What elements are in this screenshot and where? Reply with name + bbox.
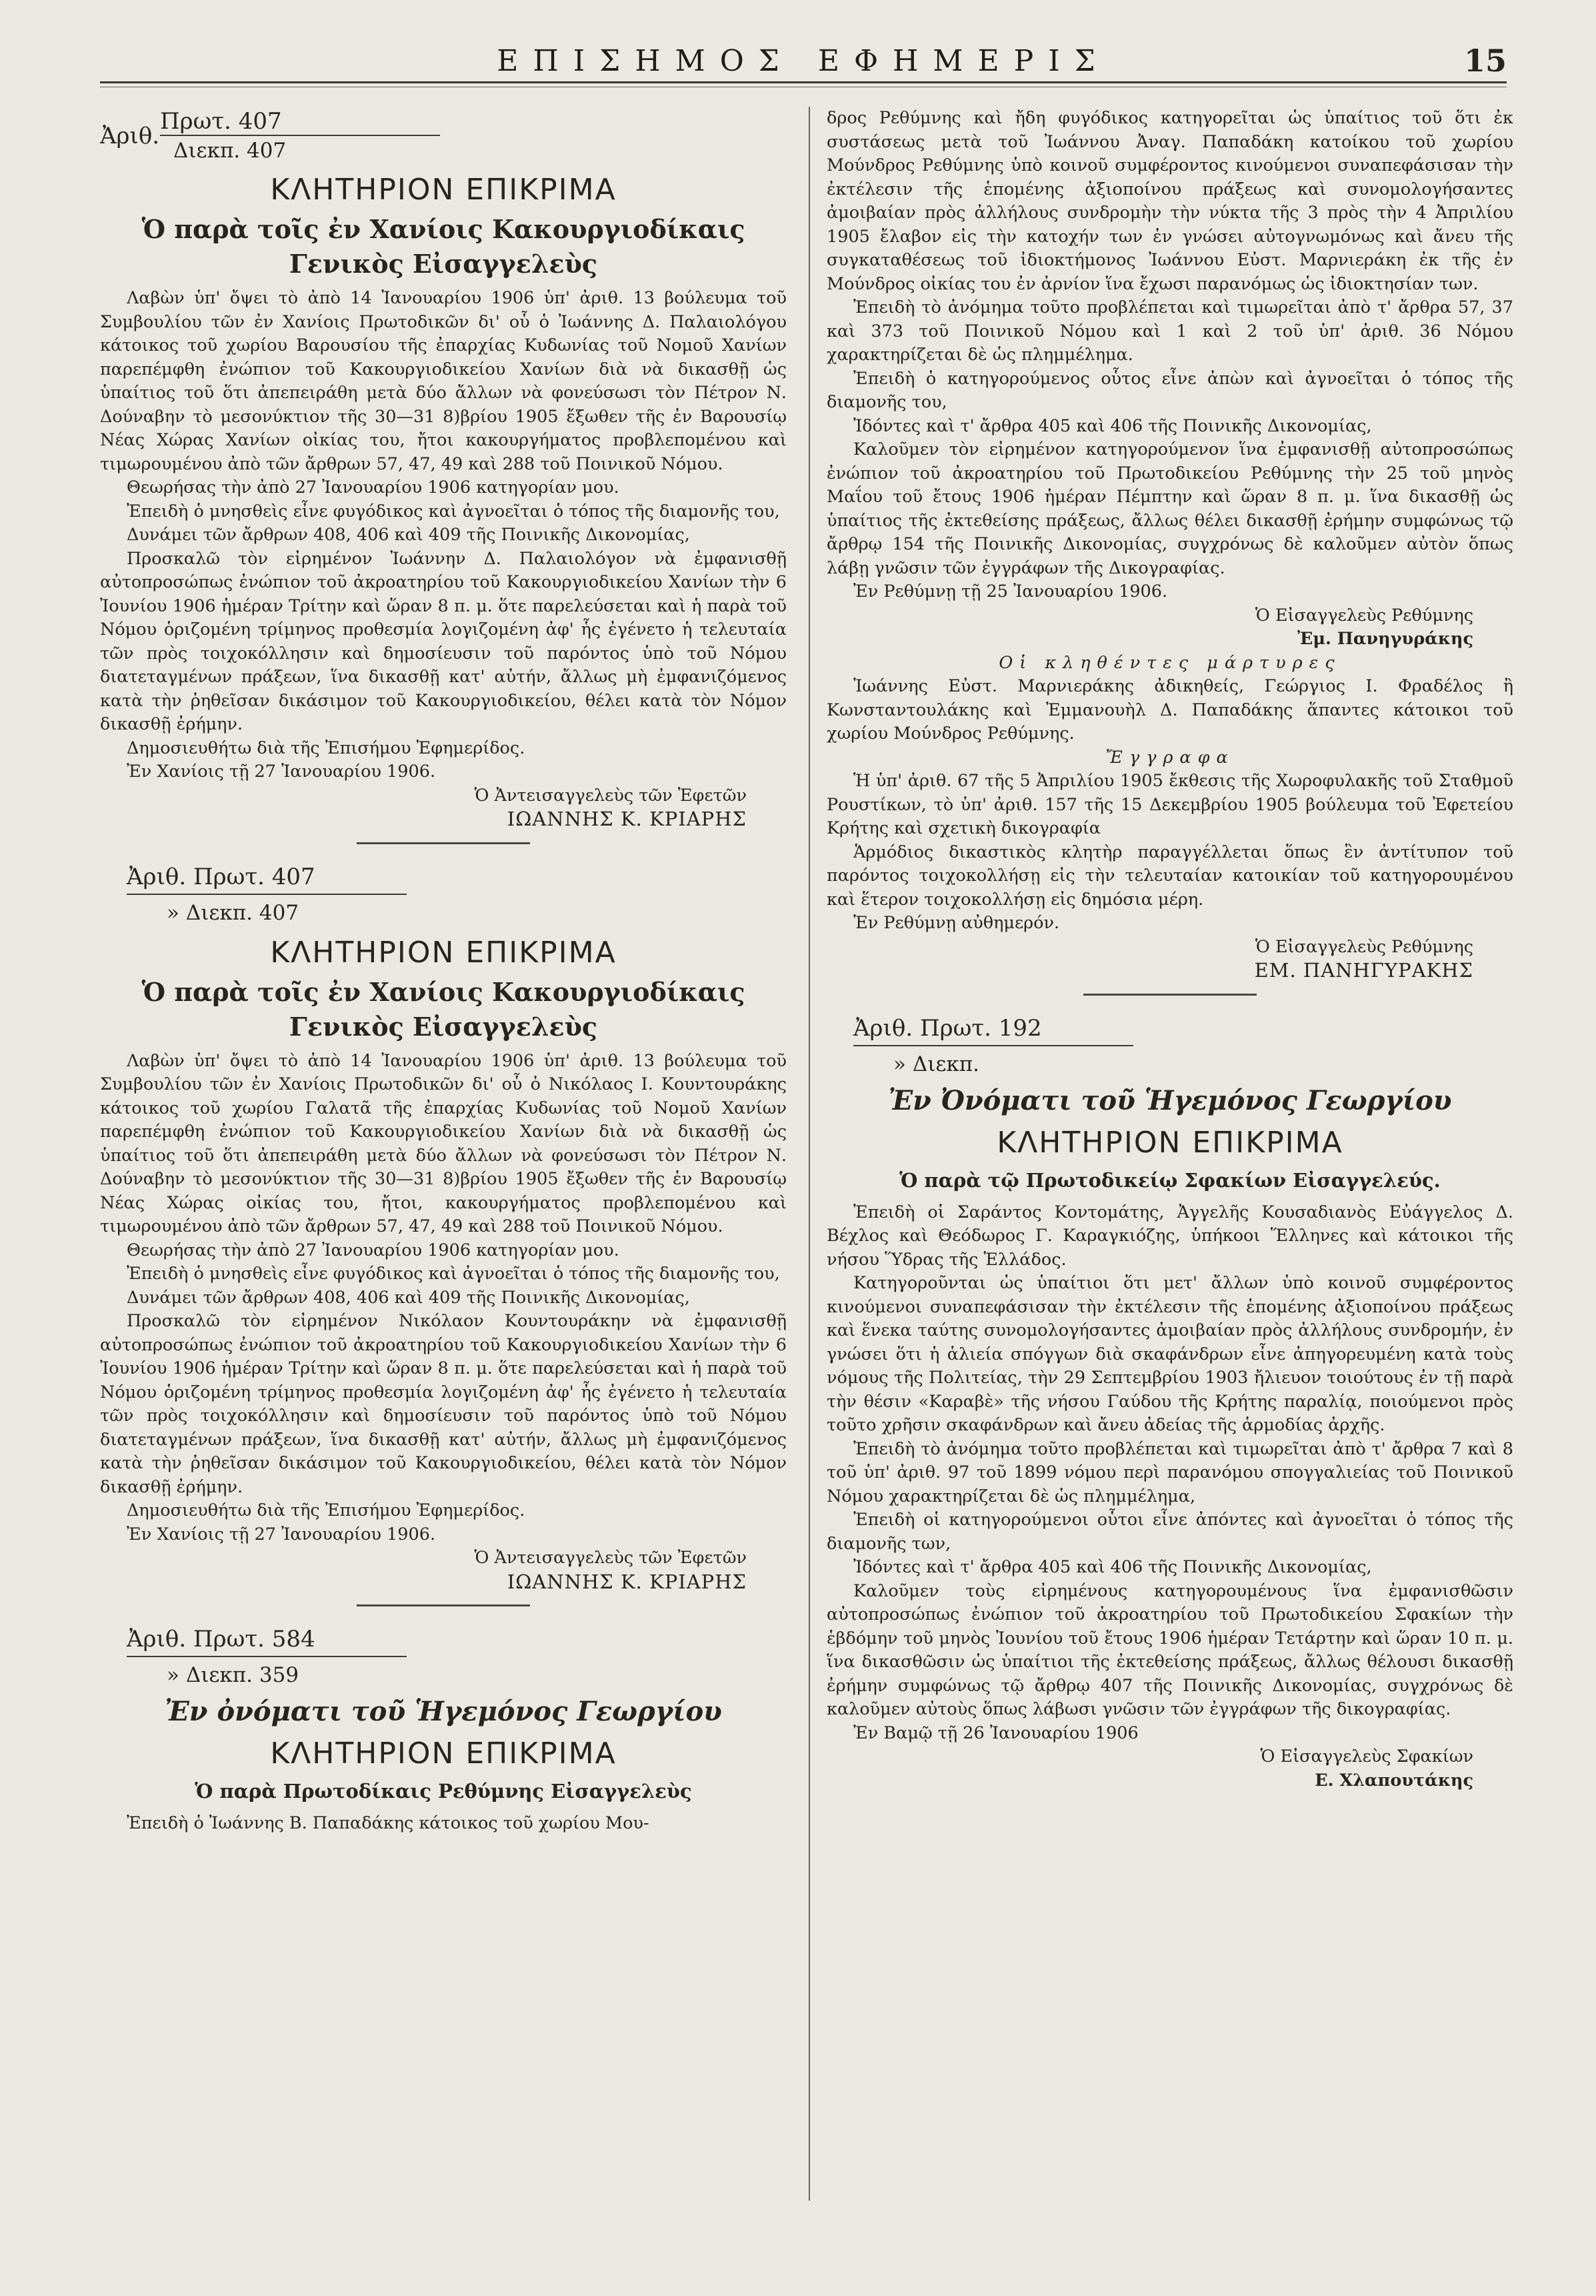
- notice-date: Ἐν Ρεθύμνῃ τῇ 25 Ἰανουαρίου 1906.: [853, 582, 1168, 602]
- paragraph: Καλοῦμεν τὸν εἰρημένον κατηγορούμενον ἵνα ἐμφανισθῇ αὐτοπροσώπως ἐνώπιον τοῦ ἀκροατηρίου τοῦ Πρωτοδικείου Ρεθύμνης τὴν 25 τοῦ μηνὸς Μαΐου τοῦ ἔτους 1906 ἡμέραν Πέμπτην καὶ ὥραν 8 π. μ. ἵνα δικασθῇ ὡς ὑπαίτιος τῆς ἐκτεθείσης πράξεως, ἄλλως θέλει δικασθῇ ἐρήμην συμφώνως τῷ ἄρθρῳ 154 τῆς Ποινικῆς Δικονομίας, συγχρόνως δὲ καλοῦμεν αὐτὸν ὅπως λάβῃ γνῶσιν τῶν ἐγγράφων τῆς Δικογραφίας.: [827, 439, 1513, 578]
- notice-title: ΚΛΗΤΗΡΙΟΝ ΕΠΙΚΡΙΜΑ: [997, 1125, 1343, 1160]
- protocol-number: Ἀριθ. Πρωτ. 584: [127, 1626, 315, 1652]
- paragraph: Καλοῦμεν τοὺς εἰρημένους κατηγορουμένους ἵνα ἐμφανισθῶσιν αὐτοπροσώπως ἐνώπιον τοῦ ἀκροατηρίου τοῦ Πρωτοδικείου Σφακίων τὴν ἑβδόμην τοῦ μηνὸς Ἰουνίου τοῦ ἔτους 1906 ἡμέραν Τετάρτην καὶ ὥραν 10 π. μ. ἵνα δικασθῶσιν ὡς ὑπαίτιοι τῆς ἐκτεθείσης πράξεως, ἄλλως θέλουσι δικασθῇ ἐρήμην συμφώνως τῷ ἄρθρῳ 407 τῆς Ποινικῆς Δικονομίας, συγχρόνως δὲ καλοῦμεν αὐτοὺς ὅπως λάβωσι γνῶσιν τῶν ἐγγράφων τῆς δικογραφίας.: [827, 1580, 1513, 1719]
- notice-subtitle: Ὁ παρὰ τοῖς ἐν Χανίοις Κακουργιοδίκαις: [141, 214, 745, 244]
- dispatch-number: » Διεκπ. 407: [167, 900, 299, 925]
- reference-numbers: [100, 862, 787, 928]
- page-number: 15: [1463, 43, 1507, 79]
- notice-date: Ἐν Χανίοις τῇ 27 Ἰανουαρίου 1906.: [127, 762, 436, 782]
- documents-heading: Ἔγγραφα: [1105, 747, 1235, 768]
- paragraph: Ἐπειδὴ τὸ ἀνόμημα τοῦτο προβλέπεται καὶ τιμωρεῖται ἀπὸ τ' ἄρθρα 57, 37 καὶ 373 τοῦ Ποινικοῦ Νόμου καὶ 1 καὶ 2 τοῦ ὑπ' ἀριθ. 36 Νόμου χαρακτηρίζεται δὲ ὡς πλημμέλημα.: [827, 297, 1513, 365]
- notice-3-continued: [827, 107, 1513, 996]
- paragraph: Ἁρμόδιος δικαστικὸς κλητὴρ παραγγέλλεται ὅπως ἓν ἀντίτυπον τοῦ παρόντος τοιχοκολλήσῃ εἰς τὴν τελευταίαν κατοικίαν τοῦ κατηγορουμένου καὶ ἕτερον τοιχοκολλήσῃ εἰς δημόσια μέρη.: [827, 842, 1513, 910]
- signatory-title: Ὁ Εἰσαγγελεὺς Ρεθύμνης: [1255, 936, 1473, 957]
- signatory-name: ΙΩΑΝΝΗΣ Κ. ΚΡΙΑΡΗΣ: [507, 1570, 747, 1593]
- notice-subtitle-2: Γενικὸς Εἰσαγγελεὺς: [289, 1011, 598, 1042]
- signatory-title: Ὁ Εἰσαγγελεὺς Ρεθύμνης: [1255, 605, 1473, 626]
- masthead-rule: [100, 81, 1507, 87]
- ref-label: Ἀριθ.: [100, 123, 160, 149]
- signatory-title: Ὁ Ἀντεισαγγελεὺς τῶν Ἐφετῶν: [474, 1548, 747, 1568]
- reference-numbers: [100, 1624, 787, 1690]
- court-heading: Ὁ παρὰ τῷ Πρωτοδικείῳ Σφακίων Εἰσαγγελεύς.: [899, 1168, 1441, 1192]
- left-column: [100, 107, 787, 1853]
- separator: [357, 842, 530, 844]
- dispatch-number: » Διεκπ. 359: [167, 1663, 299, 1687]
- paragraph: Ἐπειδὴ ὁ Ἰωάννης Β. Παπαδάκης κάτοικος τοῦ χωρίου Μου-: [127, 1813, 649, 1833]
- notice-date: Ἐν Βαμῷ τῇ 26 Ἰανουαρίου 1906: [853, 1723, 1139, 1743]
- notice-title: ΚΛΗΤΗΡΙΟΝ ΕΠΙΚΡΙΜΑ: [270, 935, 617, 970]
- court-heading: Ὁ παρὰ Πρωτοδίκαις Ρεθύμνης Εἰσαγγελεὺς: [195, 1780, 692, 1803]
- sovereign-heading: Ἐν ὀνόματι τοῦ Ἡγεμόνος Γεωργίου: [165, 1696, 722, 1727]
- witnesses-heading: Οἱ κληθέντες μάρτυρες: [999, 652, 1341, 673]
- protocol-number: Ἀριθ. Πρωτ. 192: [853, 1014, 1042, 1042]
- paragraph: Θεωρήσας τὴν ἀπὸ 27 Ἰανουαρίου 1906 κατηγορίαν μου.: [127, 1240, 619, 1260]
- paragraph: Ἐπειδὴ ὁ κατηγορούμενος οὗτος εἶνε ἀπὼν καὶ ἀγνοεῖται ὁ τόπος τῆς διαμονῆς του,: [827, 368, 1513, 412]
- paragraph: Θεωρήσας τὴν ἀπὸ 27 Ἰανουαρίου 1906 κατηγορίαν μου.: [127, 477, 619, 497]
- paragraph: Ἐπειδὴ οἱ κατηγορούμενοι οὗτοι εἶνε ἀπόντες καὶ ἀγνοεῖται ὁ τόπος τῆς διαμονῆς των,: [827, 1510, 1513, 1554]
- paragraph: Δημοσιευθήτω διὰ τῆς Ἐπισήμου Ἐφημερίδος.: [127, 738, 525, 758]
- reference-numbers: [827, 1013, 1513, 1080]
- ref-line: [853, 1045, 1133, 1046]
- separator: [357, 1604, 530, 1606]
- separator: [1083, 994, 1257, 996]
- paragraph: Προσκαλῶ τὸν εἰρημένον Ἰωάννην Δ. Παλαιολόγον νὰ ἐμφανισθῇ αὐτοπροσώπως ἐνώπιον τοῦ ἀκροατηρίου τοῦ Κακουργιοδικείου Χανίων τὴν 6 Ἰουνίου 1906 ἡμέραν Τρίτην καὶ ὥραν 8 π. μ. ὅτε παρελεύσεται καὶ ἡ παρὰ τοῦ Νόμου ὁριζομένη τρίμηνος προθεσμία λογιζομένη ἀφ' ἧς ἐγένετο ἡ τελευταία τῶν πρὸς τοιχοκόλλησιν καὶ δημοσίευσιν τοῦ παρόντος ὑπὸ τοῦ Νόμου διατεταγμένων πράξεων, ἵνα δικασθῇ κατ' αὐτήν, ἄλλως μὴ ἐμφανιζόμενος κατὰ τὴν ῥηθεῖσαν δικάσιμον τοῦ Κακουργιοδικείου, θέλει κατὰ τὸν Νόμον δικασθῇ ἐρήμην.: [100, 548, 787, 734]
- witnesses-list: Ἰωάννης Εὐστ. Μαρνιεράκης ἀδικηθείς, Γεώργιος Ι. Φραδέλος ἢ Κωνσταντουλάκης καὶ Ἐμμανουὴλ Δ. Παπαδάκης ἅπαντες κάτοικοι τοῦ χωρίου Μούνδρος Ρεθύμνης.: [827, 676, 1513, 744]
- paragraph: Ἐπειδὴ τὸ ἀνόμημα τοῦτο προβλέπεται καὶ τιμωρεῖται ἀπὸ τ' ἄρθρα 7 καὶ 8 τοῦ ὑπ' ἀριθ. 97 τοῦ 1899 νόμου περὶ παρανόμου σπογγαλιείας τοῦ Ποινικοῦ Νόμου χαρακτηρίζεται δὲ ὡς πλημμέλημα,: [827, 1438, 1513, 1506]
- paragraph: Ἰδόντες καὶ τ' ἄρθρα 405 καὶ 406 τῆς Ποινικῆς Δικονομίας,: [853, 415, 1372, 436]
- paragraph: Λαβὼν ὑπ' ὄψει τὸ ἀπὸ 14 Ἰανουαρίου 1906 ὑπ' ἀριθ. 13 βούλευμα τοῦ Συμβουλίου τῶν ἐν Χανίοις Πρωτοδικῶν δι' οὗ ὁ Νικόλαος Ι. Κουντουράκης κάτοικος τοῦ χωρίου Γαλατᾶ τῆς ἐπαρχίας Κυδωνίας τοῦ Νομοῦ Χανίων παρεπέμφθη ἐνώπιον τοῦ Κακουργιοδικείου Χανίων διὰ νὰ δικασθῇ ὡς ὑπαίτιος τοῦ ὅτι ἀπεπειράθη μετὰ δύο ἄλλων νὰ φονεύσωσι τὸν Πέτρον Ν. Δούναβην τὸ μεσονύκτιον τῆς 30—31 8)βρίου 1905 ἔξωθεν τῆς ἐν Βαρουσίῳ Νέας Χώρας οἰκίας του, ἤτοι, κακουργήματος προβλεπομένου καὶ τιμωρουμένου ἀπὸ τῶν ἄρθρων 57, 47, 49 καὶ 288 τοῦ Ποινικοῦ Νόμου.: [100, 1050, 787, 1236]
- paragraph: Δυνάμει τῶν ἄρθρων 408, 406 καὶ 409 τῆς Ποινικῆς Δικονομίας,: [127, 1287, 690, 1308]
- paragraph: Λαβὼν ὑπ' ὄψει τὸ ἀπὸ 14 Ἰανουαρίου 1906 ὑπ' ἀριθ. 13 βούλευμα τοῦ Συμβουλίου τῶν ἐν Χανίοις Πρωτοδικῶν δι' οὗ ὁ Ἰωάννης Δ. Παλαιολόγου κάτοικος τοῦ χωρίου Βαρουσίου τῆς ἐπαρχίας Κυδωνίας τοῦ Νομοῦ Χανίων παρεπέμφθη ἐνώπιον τοῦ Κακουργιοδικείου Χανίων διὰ νὰ δικασθῇ ὡς ὑπαίτιος τοῦ ὅτι ἀπεπειράθη μετὰ δύο ἄλλων νὰ φονεύσωσι τὸν Πέτρον Ν. Δούναβην τὸ μεσονύκτιον τῆς 30—31 8)βρίου 1905 ἔξωθεν τῆς ἐν Βαρουσίῳ Νέας Χώρας Χανίων οἰκίας του, ἤτοι κακουργήματος προβλεπομένου καὶ τιμωρουμένου ἀπὸ τῶν ἄρθρων 57, 47, 49 καὶ 288 τοῦ Ποινικοῦ Νόμου.: [100, 288, 787, 474]
- signatory-name: ΕΜ. ΠΑΝΗΓΥΡΑΚΗΣ: [1254, 959, 1473, 982]
- notice-3: [100, 1624, 787, 1836]
- paragraph: Ἐπειδὴ ὁ μνησθεὶς εἶνε φυγόδικος καὶ ἀγνοεῖται ὁ τόπος τῆς διαμονῆς του,: [127, 1264, 780, 1284]
- signatory-name: ΙΩΑΝΝΗΣ Κ. ΚΡΙΑΡΗΣ: [507, 808, 747, 830]
- signatory-title: Ὁ Ἀντεισαγγελεὺς τῶν Ἐφετῶν: [474, 785, 747, 806]
- notice-date: Ἐν Χανίοις τῇ 27 Ἰανουαρίου 1906.: [127, 1524, 436, 1544]
- protocol-number: Πρωτ. 407: [160, 108, 282, 135]
- signatory-name: Ε. Χλαπουτάκης: [1315, 1770, 1473, 1791]
- paragraph: Ἰδόντες καὶ τ' ἄρθρα 405 καὶ 406 τῆς Ποινικῆς Δικονομίας,: [853, 1557, 1372, 1577]
- notice-2: [100, 862, 787, 1607]
- protocol-number: Ἀριθ. Πρωτ. 407: [127, 863, 315, 890]
- notice-subtitle: Ὁ παρὰ τοῖς ἐν Χανίοις Κακουργιοδίκαις: [141, 976, 745, 1007]
- notice-title: ΚΛΗΤΗΡΙΟΝ ΕΠΙΚΡΙΜΑ: [270, 1737, 617, 1771]
- signatory-title: Ὁ Εἰσαγγελεὺς Σφακίων: [1260, 1747, 1473, 1767]
- paragraph: Ἡ ὑπ' ἀριθ. 67 τῆς 5 Ἀπριλίου 1905 ἔκθεσις τῆς Χωροφυλακῆς τοῦ Σταθμοῦ Ρουστίκων, τὸ ὑπ' ἀριθ. 157 τῆς 15 Δεκεμβρίου 1905 βούλευμα τοῦ Ἐφετείου Κρήτης καὶ σχετικὴ δικογραφία: [827, 771, 1513, 838]
- right-column: [827, 107, 1513, 1810]
- paragraph: Προσκαλῶ τὸν εἰρημένον Νικόλαον Κουντουράκην νὰ ἐμφανισθῇ αὐτοπροσώπως ἐνώπιον τοῦ ἀκροατηρίου τοῦ Κακουργιοδικείου Χανίων τὴν 6 Ἰουνίου 1906 ἡμέραν Τρίτην καὶ ὥραν 8 π. μ. ὅτε παρελεύσεται καὶ ἡ παρὰ τοῦ Νόμου ὁριζομένη τρίμηνος προθεσμία λογιζομένη ἀφ' ἧς ἐγένετο ἡ τελευταία τῶν πρὸς τοιχοκόλλησιν καὶ δημοσίευσιν τοῦ παρόντος ὑπὸ τοῦ Νόμου διατεταγμένων πράξεων, ἵνα δικασθῇ κατ' αὐτήν, ἄλλως μὴ ἐμφανιζόμενος κατὰ τὴν ῥηθεῖσαν δικάσιμον τοῦ Κακουργιοδικείου, θέλει κατὰ τὸν Νόμον δικασθῇ ἐρήμην.: [100, 1311, 787, 1497]
- ref-line: [127, 1656, 407, 1657]
- dispatch-number: Διεκπ. 407: [173, 139, 287, 163]
- dispatch-number: » Διεκπ.: [893, 1052, 980, 1076]
- notice-title: ΚΛΗΤΗΡΙΟΝ ΕΠΙΚΡΙΜΑ: [270, 173, 617, 207]
- reference-numbers: [100, 107, 787, 165]
- paragraph: Δημοσιευθήτω διὰ τῆς Ἐπισήμου Ἐφημερίδος.: [127, 1500, 525, 1520]
- paragraph: Ἐν Ρεθύμνῃ αὐθημερόν.: [853, 913, 1060, 933]
- column-divider: [809, 107, 810, 2201]
- paragraph: δρος Ρεθύμνης καὶ ἤδη φυγόδικος κατηγορεῖται ὡς ὑπαίτιος τοῦ ὅτι ἐκ συστάσεως μετὰ τοῦ Ἰωάννου Ἀναγ. Παπαδάκη κατοίκου τοῦ χωρίου Μούνδρος Ρεθύμνης ὑπὸ κοινοῦ συμφέροντος κινούμενοι συναπεφάσισαν τὴν ἐκτέλεσιν τῆς ἑπομένης ἀξιοποίνου πράξεως καὶ συνομολογήσαντες ἀμοιβαίαν πρὸς ἀλλήλους συνδρομὴν τὴν νύκτα τῆς 3 πρὸς τὴν 4 Ἀπριλίου 1905 ἔλαβον εἰς τὴν κατοχήν των ἐν γνώσει αὐτογνωμόνως καὶ ἄνευ τῆς συγκαταθέσεως τοῦ ἰδιοκτήμονος Ἰωάννου Εὐστ. Μαρνιεράκη ἐκ τῆς ἐν Μούνδρος οἰκίας του ἐν ἀρνίον ἵνα ἔχωσι παρανόμως ὡς ἰδιοκτησίαν των.: [827, 108, 1513, 294]
- paragraph: Κατηγοροῦνται ὡς ὑπαίτιοι ὅτι μετ' ἄλλων ὑπὸ κοινοῦ συμφέροντος κινούμενοι συναπεφάσισαν τὴν ἐκτέλεσιν τῆς ἑπομένης ἀξιοποίνου πράξεως καὶ ἕνεκα ταύτης συνομολογήσαντες ἀμοιβαίαν πρὸς ἀλλήλους συνδρομήν, ἐν γνώσει ὅτι ἡ ἁλιεία σπόγγων διὰ σκαφάνδρων εἶνε ἀπηγορευμένη κατὰ τοὺς νόμους τῆς Πολιτείας, τὴν 29 Σεπτεμβρίου 1903 ἤλιευον τοιούτους ἐν τῇ παρὰ τὴν θέσιν «Καραβὲ» τῆς νήσου Γαύδου τῆς Κρήτης παραλίᾳ, ποιούμενοι πρὸς τοῦτο χρῆσιν σκαφάνδρων καὶ ἄνευ ἀδείας τῆς ἁρμοδίας ἀρχῆς.: [827, 1273, 1513, 1435]
- sovereign-heading: Ἐν Ὀνόματι τοῦ Ἡγεμόνος Γεωργίου: [888, 1084, 1452, 1116]
- notice-subtitle-2: Γενικὸς Εἰσαγγελεὺς: [289, 249, 598, 279]
- newspaper-title: ΕΠΙΣΗΜΟΣ ΕΦΗΜΕΡΙΣ: [497, 44, 1110, 78]
- ref-line: [127, 894, 407, 895]
- notice-1: [100, 107, 787, 844]
- paragraph: Ἐπειδὴ οἱ Σαράντος Κοντομάτης, Ἀγγελῆς Κουσαδιανὸς Εὐάγγελος Δ. Βέχλος καὶ Θεόδωρος Γ. Καραγκιόζης, ὑπήκοοι Ἕλληνες καὶ κάτοικοι τῆς νήσου Ὕδρας τῆς Ἑλλάδος.: [827, 1202, 1513, 1270]
- notice-4: [827, 1013, 1513, 1793]
- signatory-name: Ἐμ. Πανηγυράκης: [1297, 629, 1473, 649]
- paragraph: Δυνάμει τῶν ἄρθρων 408, 406 καὶ 409 τῆς Ποινικῆς Δικονομίας,: [127, 525, 690, 545]
- masthead: [100, 41, 1507, 88]
- paragraph: Ἐπειδὴ ὁ μνησθεὶς εἶνε φυγόδικος καὶ ἀγνοεῖται ὁ τόπος τῆς διαμονῆς του,: [127, 501, 780, 521]
